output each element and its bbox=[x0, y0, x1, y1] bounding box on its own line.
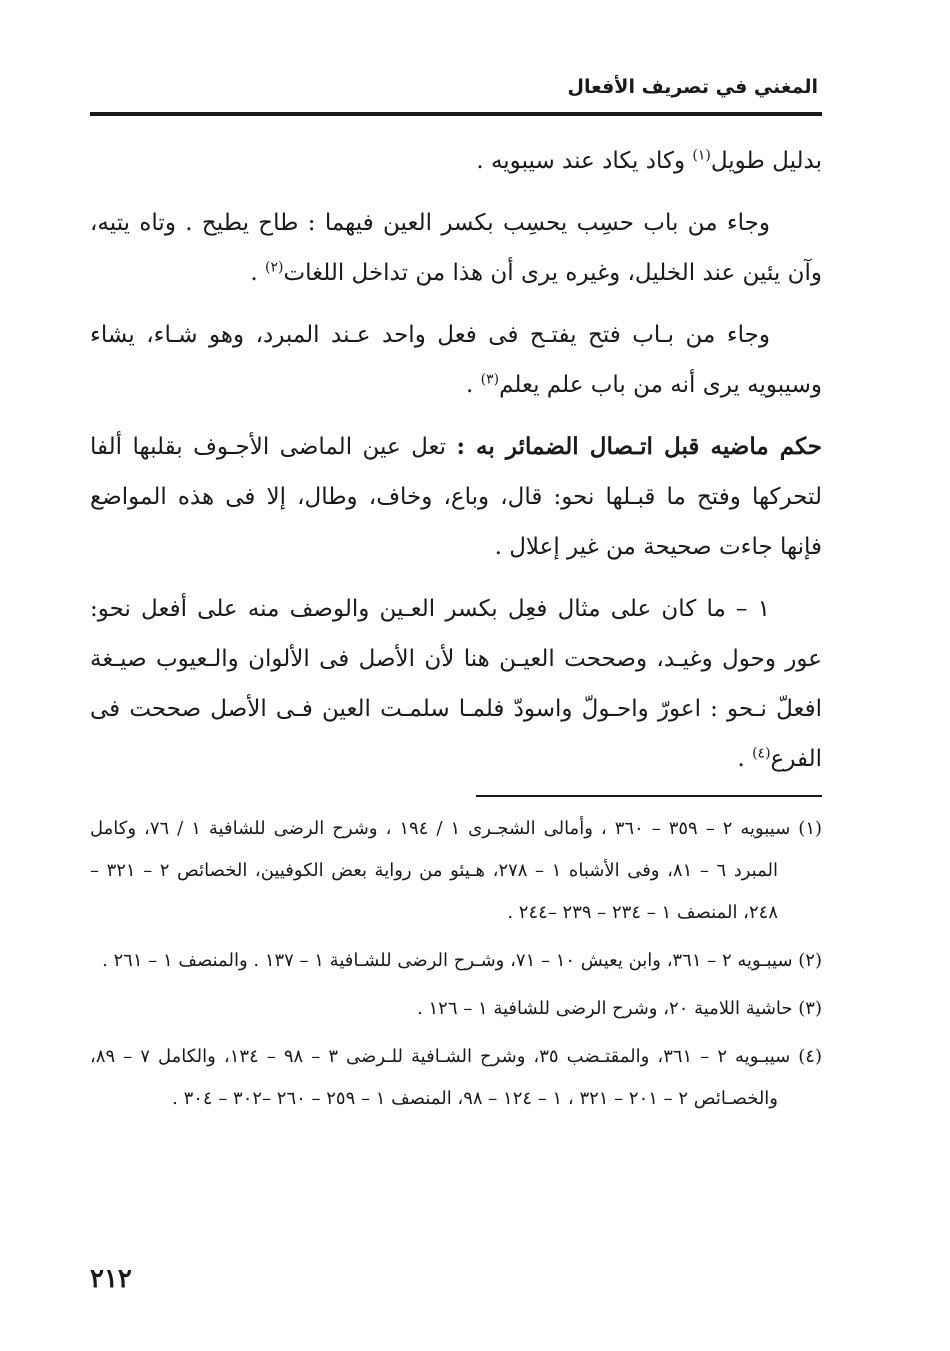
paragraph-tail: . bbox=[737, 746, 753, 772]
footnote-ref-2: (٢) bbox=[264, 259, 284, 276]
page-number: ٢١٢ bbox=[90, 1264, 132, 1294]
footnote-3: (٣) حاشية اللامية ٢٠، وشرح الرضى للشافية ١ – ١٢٦ . bbox=[417, 998, 822, 1019]
paragraph-text: وجاء من بـاب فتح يفتـح فى فعل واحد عـند المبرد، وهو شـاء، يشاء وسيبويه يرى أنه من باب علم يعلم bbox=[90, 322, 822, 398]
paragraph-4 bbox=[90, 422, 822, 572]
body-text bbox=[90, 136, 822, 796]
footnote-ref-4: (٤) bbox=[752, 745, 771, 762]
footnotes bbox=[90, 808, 822, 1126]
footnote-ref-1: (١) bbox=[692, 147, 711, 164]
footnote-4: (٤) سيبـويه ٢ – ٣٦١، والمقتـضب ٣٥، وشرح الشـافية للـرضى ٣ – ٩٨ – ١٣٤، والكامل ٧ – ٨٩، والخصـائص ٢ – ٢٠١ – ٣٢١ ، ١ – ١٢٤ – ٩٨، المنصف ١ – ٢٥٩ – ٢٦٠ –٣٠٢ – ٣٠٤ . bbox=[90, 1046, 822, 1109]
paragraph-tail: . bbox=[465, 372, 481, 398]
paragraph-text: وجاء من باب حسِب يحسِب بكسر العين فيهما : طاح يطيح . وتاه يتيه، وآن يئين عند الخليل، وغيره يرى أن هذا من تداخل اللغات bbox=[90, 210, 822, 286]
footnote-rule bbox=[476, 795, 822, 797]
paragraph-3 bbox=[90, 310, 822, 410]
paragraph-2 bbox=[90, 198, 822, 298]
paragraph-tail: وكاد يكاد عند سيبويه . bbox=[476, 148, 693, 174]
running-head: المغني في تصريف الأفعال bbox=[567, 76, 818, 98]
paragraph-text: ١ – ما كان على مثال فعِل بكسر العـين والوصف منه على أفعل نحو: عور وحول وغيـد، وصححت العيـن هنا لأن الأصل فى الألوان والـعيوب صيـغة افعلّ نـحو : اعورّ واحـولّ واسودّ فلمـا سلمـت العين فـى الأصل صححت فى الفرع bbox=[90, 596, 822, 772]
footnote-2: (٢) سيبـويه ٢ – ٣٦١، وابن يعيش ١٠ – ٧١، وشـرح الرضى للشـافية ١ – ١٣٧ . والمنصف ١ – ٢٦١ . bbox=[102, 950, 822, 971]
header-rule bbox=[90, 112, 822, 116]
paragraph-1 bbox=[90, 136, 822, 186]
paragraph-5 bbox=[90, 584, 822, 784]
paragraph-text: تعل عين الماضى الأجـوف بقلبها ألفا لتحركها وفتح ما قبـلها نحو: قال، وباع، وخاف، وطال، إلا فى هذه المواضع فإنها جاءت صحيحة من غير إعلال . bbox=[90, 434, 822, 560]
paragraph-tail: . bbox=[250, 260, 265, 286]
section-heading: حكم ماضيه قبل اتـصال الضمائر به : bbox=[456, 433, 822, 460]
paragraph-text: بدليل طويل bbox=[710, 148, 822, 174]
footnote-1: (١) سيبويه ٢ – ٣٥٩ – ٣٦٠ ، وأمالى الشجـرى ١ / ١٩٤ ، وشرح الرضى للشافية ١ / ٧٦، وكامل المبرد ٦ – ٨١، وفى الأشباه ١ – ٢٧٨، هـيئو من رواية بعض الكوفيين، الخصائص ٢ – ٣٢١ – ٢٤٨، المنصف ١ – ٢٣٤ – ٢٣٩ –٢٤٤ . bbox=[90, 818, 823, 923]
footnote-ref-3: (٣) bbox=[480, 371, 500, 388]
